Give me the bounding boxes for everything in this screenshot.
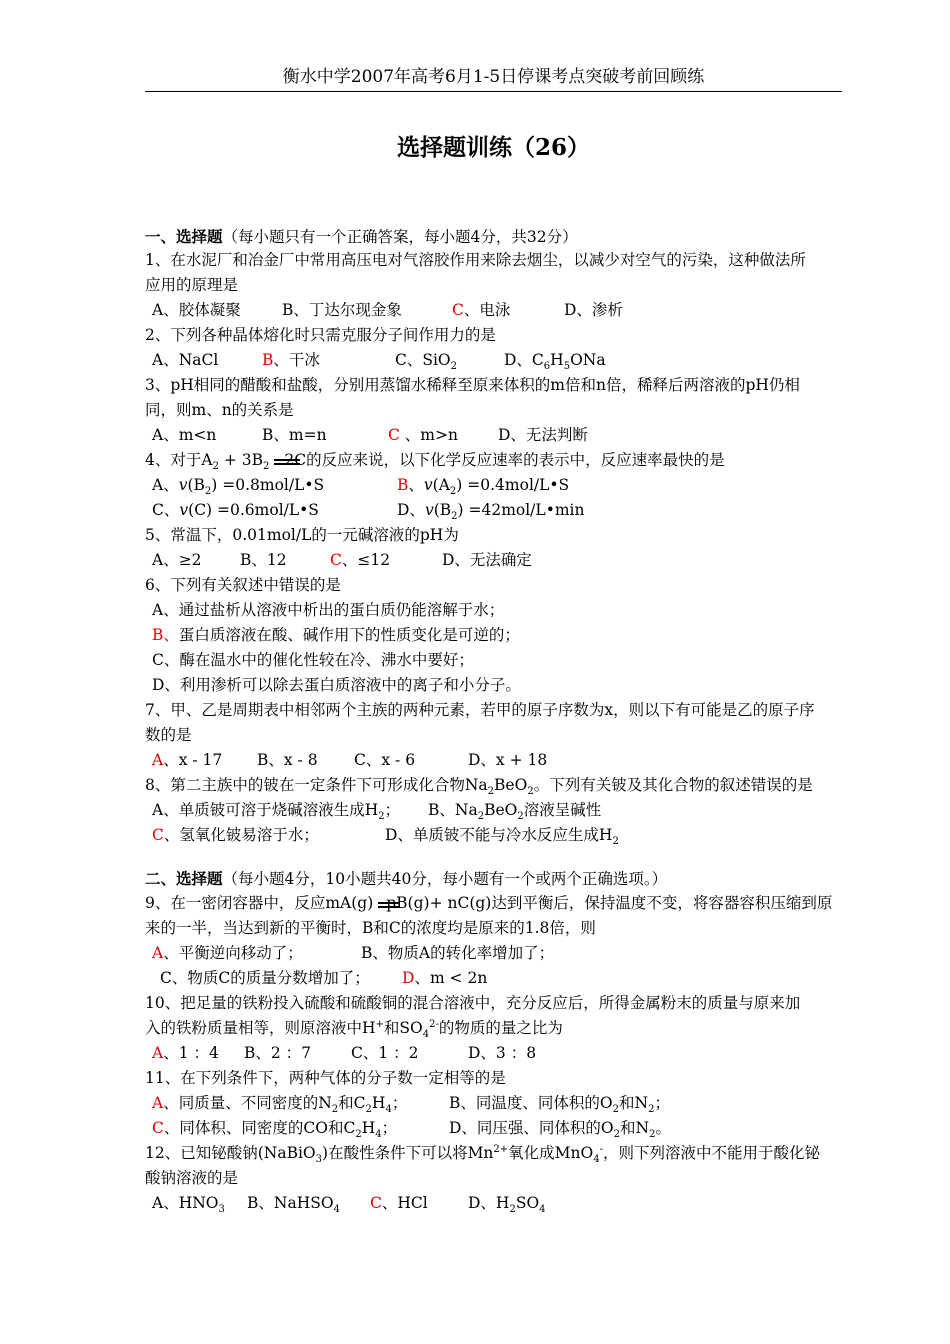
section-2-heading bbox=[145, 866, 845, 892]
section-1-heading bbox=[145, 224, 845, 250]
section-2-label: 二、选择题 bbox=[145, 869, 223, 888]
q11-option-b: B、同温度、同体积的$O_2$和$N_2$； bbox=[449, 1094, 670, 1116]
q8-option-a: A、单质铍可溶于烧碱溶液生成$H_2$； bbox=[152, 801, 401, 823]
q2-option-a: A、NaCl bbox=[152, 351, 219, 369]
q1-option-c: C、电泳 bbox=[452, 301, 511, 319]
q12-options bbox=[152, 1191, 852, 1216]
header-rule bbox=[145, 91, 842, 92]
q10-options bbox=[152, 1041, 852, 1066]
q1-option-d: D、渗析 bbox=[564, 301, 623, 319]
q6-option-a: A、通过盐析从溶液中析出的蛋白质仍能溶解于水； bbox=[152, 601, 505, 619]
q3-stem-line2: 同，则m、n的关系是 bbox=[145, 401, 294, 419]
q5-option-b: B、12 bbox=[240, 551, 287, 569]
q7-option-a: A、x - 17 bbox=[152, 751, 223, 769]
q6-option-b: B、蛋白质溶液在酸、碱作用下的性质变化是可逆的； bbox=[152, 626, 520, 644]
q6-option-d: D、利用渗析可以除去蛋白质溶液中的离子和小分子。 bbox=[152, 676, 521, 694]
q11-options-row1 bbox=[152, 1091, 852, 1116]
q9-options-row1 bbox=[152, 941, 852, 966]
q9-stem-line1: 9、在一密闭容器中，反应mA(g) pB(g)+ nC(g)达到平衡后，保持温度不变，将容器容积压缩到原 bbox=[145, 894, 833, 912]
q10-option-c: C、1 ：2 bbox=[351, 1044, 419, 1062]
q8-stem: 8、第二主族中的铍在一定条件下可形成化合物$Na_2BeO_2$。下列有关铍及其化合物的叙述错误的是 bbox=[145, 776, 813, 798]
q1-options bbox=[152, 298, 852, 323]
q9-options-row2 bbox=[160, 966, 860, 991]
q3-option-c: C 、m>n bbox=[388, 426, 458, 444]
q1-stem-line2: 应用的原理是 bbox=[145, 276, 239, 294]
q5-option-c: C、≤12 bbox=[330, 551, 391, 569]
q6-option-c: C、酶在温水中的催化性较在冷、沸水中要好； bbox=[152, 651, 474, 669]
q2-options bbox=[152, 348, 852, 373]
q9-option-b: B、物质A的转化率增加了； bbox=[361, 944, 555, 962]
q10-stem-line1: 10、把足量的铁粉投入硫酸和硫酸铜的混合溶液中，充分反应后，所得金属粉末的质量与原来加 bbox=[145, 994, 801, 1012]
q4-option-d: D、$v(B_2)$ =42mol/L•min bbox=[397, 501, 585, 523]
q5-options bbox=[152, 548, 852, 573]
q12-option-b: B、NaHSO$_4$ bbox=[247, 1194, 340, 1216]
q11-option-a: A、同质量、不同密度的$N_2$和$C_2H_4$； bbox=[152, 1094, 408, 1116]
q3-option-a: A、m<n bbox=[152, 426, 217, 444]
q8-option-c: C、氢氧化铍易溶于水； bbox=[152, 826, 319, 844]
section-1-note: （每小题只有一个正确答案，每小题4分，共32分） bbox=[222, 228, 578, 246]
q9-stem-line2: 来的一半，当达到新的平衡时，B和C的浓度均是原来的1.8倍，则 bbox=[145, 919, 596, 937]
q8-option-d: D、单质铍不能与冷水反应生成$H_2$ bbox=[385, 826, 619, 848]
q7-stem-line1: 7、甲、乙是周期表中相邻两个主族的两种元素，若甲的原子序数为x，则以下有可能是乙的原子序 bbox=[145, 701, 815, 719]
q11-options-row2 bbox=[152, 1116, 852, 1141]
q7-option-c: C、x - 6 bbox=[354, 751, 416, 769]
q8-option-b: B、$Na_2BeO_2$溶液呈碱性 bbox=[428, 801, 602, 823]
q3-options bbox=[152, 423, 852, 448]
q5-option-d: D、无法确定 bbox=[442, 551, 532, 569]
page-header: 衡水中学2007年高考6月1-5日停课考点突破考前回顾练 bbox=[282, 67, 705, 87]
q11-option-d: D、同压强、同体积的$O_2$和$N_2$。 bbox=[449, 1119, 671, 1141]
q4-option-b: B、$v(A_2)$ =0.4mol/L•S bbox=[397, 476, 570, 498]
q12-stem-line2: 酸钠溶液的是 bbox=[145, 1169, 239, 1187]
q12-option-a: A、$HNO_3$ bbox=[152, 1194, 225, 1216]
q6-stem: 6、下列有关叙述中错误的是 bbox=[145, 576, 341, 594]
q1-option-b: B、丁达尔现金象 bbox=[282, 301, 402, 319]
q1-option-a: A、胶体凝聚 bbox=[152, 301, 241, 319]
q9-option-a: A、平衡逆向移动了； bbox=[152, 944, 303, 962]
q12-option-c: C、HCl bbox=[370, 1194, 428, 1212]
q2-stem: 2、下列各种晶体熔化时只需克服分子间作用力的是 bbox=[145, 326, 496, 344]
q4-product: 2C bbox=[284, 451, 307, 469]
q4-stem: 4、对于$A_2 + 3B_2$ 2C的反应来说，以下化学反应速率的表示中，反应速率最快的是 bbox=[145, 451, 725, 473]
q11-option-c: C、同体积、同密度的CO和$C_2H_4$； bbox=[152, 1119, 398, 1141]
q9-option-c: C、物质C的质量分数增加了； bbox=[160, 969, 370, 987]
q12-stem-line1: 12、已知铋酸钠(NaBiO$_3$)在酸性条件下可以将$Mn^{2+}$氧化成MnO$_4$-，则下列溶液中不能用于酸化铋 bbox=[145, 1143, 821, 1166]
section-2-note: （每小题4分，10小题共40分，每小题有一个或两个正确选项。） bbox=[222, 870, 668, 888]
q11-stem: 11、在下列条件下，两种气体的分子数一定相等的是 bbox=[145, 1069, 506, 1087]
q4-option-a: A、$v(B_2)$ =0.8mol/L•S bbox=[152, 476, 325, 498]
q4-option-c: C、v(C) =0.6mol/L•S bbox=[152, 501, 319, 519]
q9-option-d: D、m < 2n bbox=[402, 969, 488, 987]
q7-option-b: B、x - 8 bbox=[257, 751, 318, 769]
page-title: 选择题训练（26） bbox=[396, 134, 590, 161]
q10-stem-line2: 入的铁粉质量相等，则原溶液中H+和$SO_4^{2-}$的物质的量之比为 bbox=[145, 1018, 563, 1041]
q7-stem-line2: 数的是 bbox=[145, 726, 192, 744]
q10-option-a: A、1 ：4 bbox=[152, 1044, 219, 1062]
q4-options-row2 bbox=[152, 498, 852, 523]
q5-stem: 5、常温下，0.01mol/L的一元碱溶液的pH为 bbox=[145, 526, 459, 544]
q1-stem-line1: 1、在水泥厂和冶金厂中常用高压电对气溶胶作用来除去烟尘，以减少对空气的污染，这种做法所 bbox=[145, 251, 806, 269]
q3-option-d: D、无法判断 bbox=[498, 426, 588, 444]
q12-option-d: D、$H_2SO_4$ bbox=[468, 1194, 546, 1216]
q3-option-b: B、m=n bbox=[262, 426, 327, 444]
q2-option-b: B、干冰 bbox=[262, 351, 320, 369]
q4-options-row1 bbox=[152, 473, 852, 498]
reversible-arrow-icon bbox=[274, 457, 300, 465]
q10-option-d: D、3 ：8 bbox=[468, 1044, 537, 1062]
q8-options-row2 bbox=[152, 823, 852, 848]
q5-option-a: A、≥2 bbox=[152, 551, 202, 569]
q2-option-d: D、$C_6H_5ONa$ bbox=[504, 351, 606, 373]
q2-option-c: C、SiO$_2$ bbox=[395, 351, 458, 373]
section-1-label: 一、选择题 bbox=[145, 227, 223, 246]
q10-option-b: B、2 ：7 bbox=[244, 1044, 312, 1062]
q8-options-row1 bbox=[152, 798, 852, 823]
q7-option-d: D、x + 18 bbox=[468, 751, 548, 769]
q3-stem-line1: 3、pH相同的醋酸和盐酸，分别用蒸馏水稀释至原来体积的m倍和n倍，稀释后两溶液的pH仍相 bbox=[145, 376, 800, 394]
q7-options bbox=[152, 748, 852, 773]
reversible-arrow-icon bbox=[378, 900, 400, 908]
